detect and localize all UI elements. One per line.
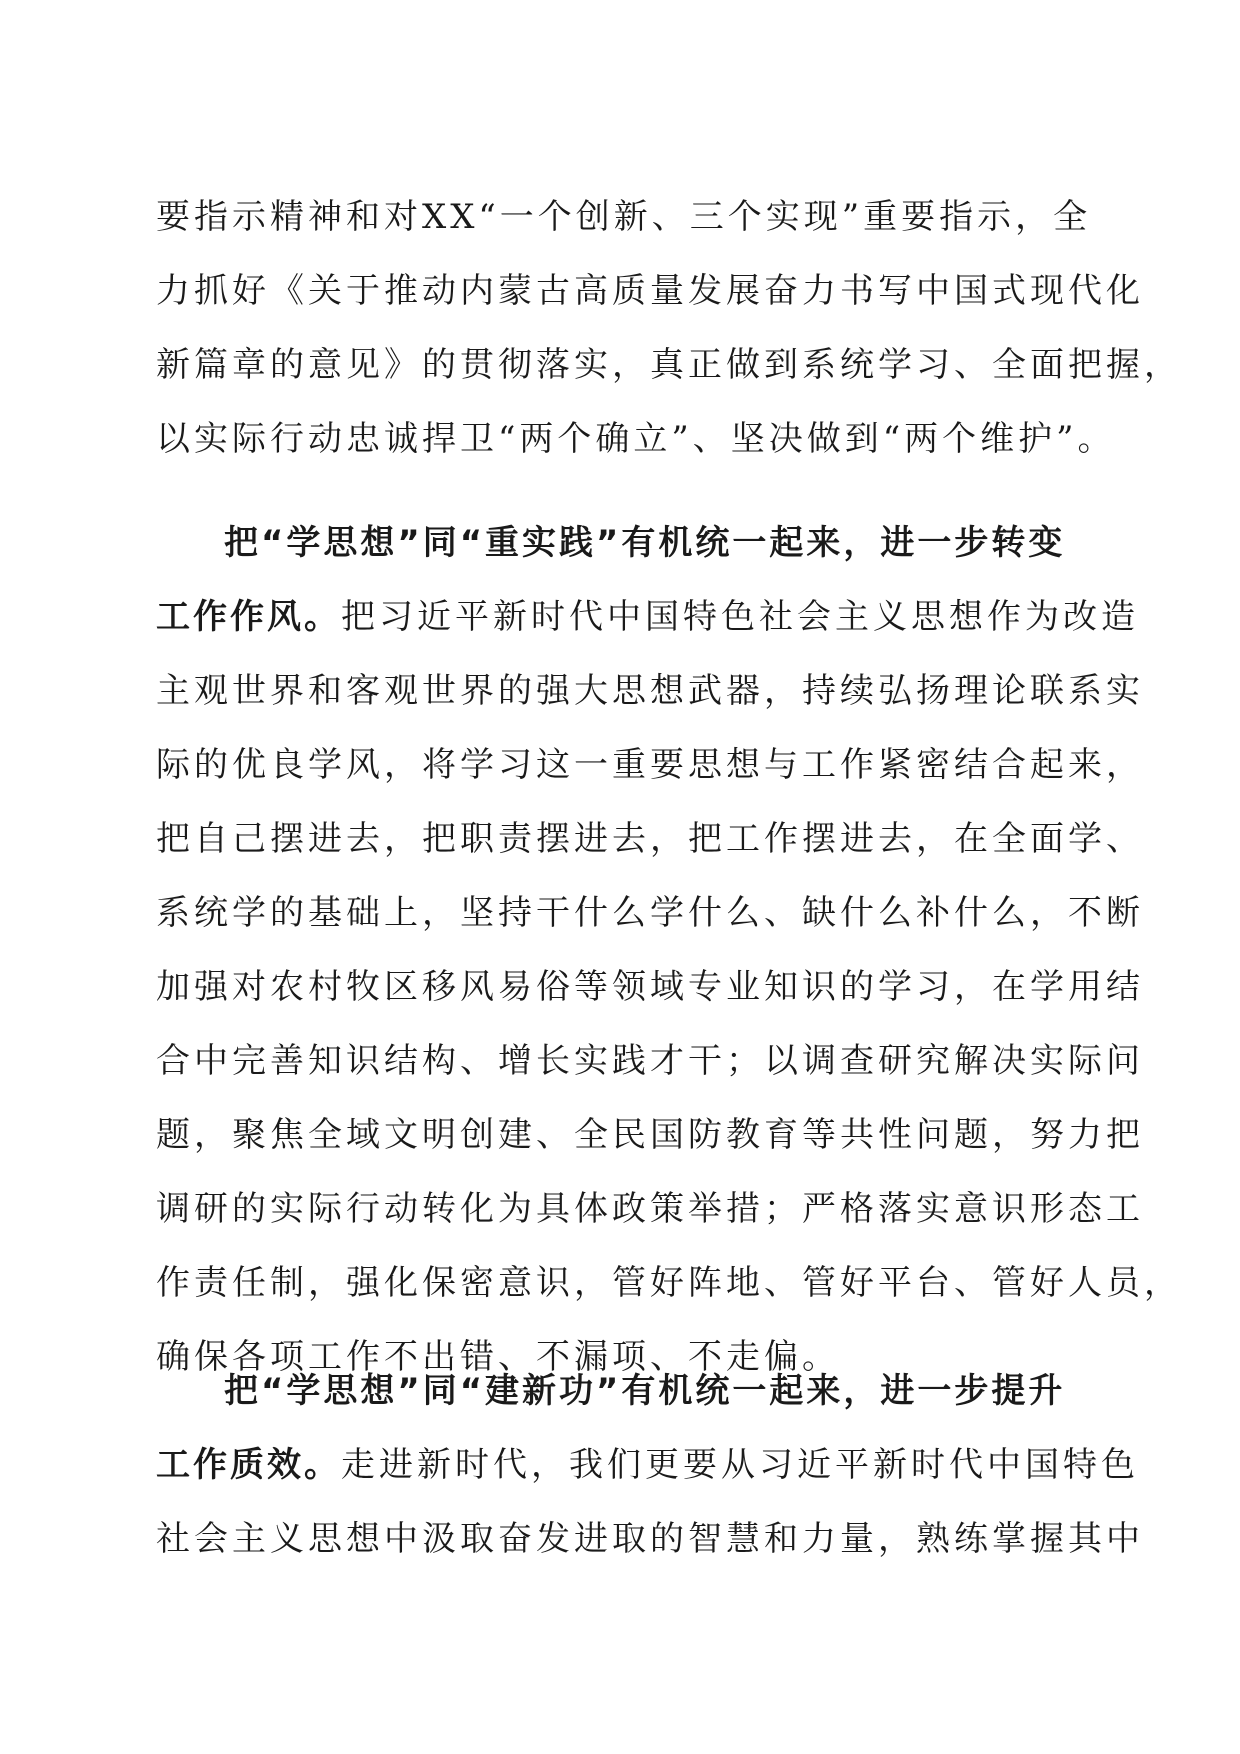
text-line: 系统学的基础上，坚持干什么学什么、缺什么补什么，不断	[156, 893, 1144, 933]
paragraph-heading-end: 工作质效。	[156, 1445, 341, 1485]
text-line: 要指示精神和对XX“一个创新、三个实现”重要指示，全	[156, 197, 1092, 237]
paragraph-heading: 把“学思想”同“重实践”有机统一起来，进一步转变	[224, 523, 1066, 563]
text-line: 社会主义思想中汲取奋发进取的智慧和力量，熟练掌握其中	[156, 1519, 1144, 1559]
text-line: 把自己摆进去，把职责摆进去，把工作摆进去，在全面学、	[156, 819, 1144, 859]
paragraph-achievement	[156, 1354, 1144, 1576]
paragraph-heading-end: 工作作风。	[156, 597, 341, 637]
text-line: 调研的实际行动转化为具体政策举措；严格落实意识形态工	[156, 1189, 1144, 1229]
paragraph-heading: 把“学思想”同“建新功”有机统一起来，进一步提升	[224, 1371, 1066, 1411]
text-segment: 走进新时代，我们更要从习近平新时代中国特色	[341, 1445, 1139, 1485]
text-line: 合中完善知识结构、增长实践才干；以调查研究解决实际问	[156, 1041, 1144, 1081]
text-line	[156, 1428, 1139, 1502]
text-line: 以实际行动忠诚捍卫“两个确立”、坚决做到“两个维护”。	[156, 419, 1116, 459]
text-line	[156, 580, 1139, 654]
text-line: 加强对农村牧区移风易俗等领域专业知识的学习，在学用结	[156, 967, 1144, 1007]
text-line: 题，聚焦全域文明创建、全民国防教育等共性问题，努力把	[156, 1115, 1144, 1155]
paragraph-practice	[156, 506, 1182, 1394]
text-line: 力抓好《关于推动内蒙古高质量发展奋力书写中国式现代化	[156, 271, 1144, 311]
text-segment: 把习近平新时代中国特色社会主义思想作为改造	[341, 597, 1139, 637]
text-line: 确保各项工作不出错、不漏项、不走偏。	[156, 1337, 840, 1377]
text-line: 主观世界和客观世界的强大思想武器，持续弘扬理论联系实	[156, 671, 1144, 711]
text-line: 际的优良学风，将学习这一重要思想与工作紧密结合起来，	[156, 745, 1144, 785]
text-line: 新篇章的意见》的贯彻落实，真正做到系统学习、全面把握，	[156, 345, 1182, 385]
paragraph-continuation	[156, 180, 1182, 476]
text-line: 作责任制，强化保密意识，管好阵地、管好平台、管好人员，	[156, 1263, 1182, 1303]
